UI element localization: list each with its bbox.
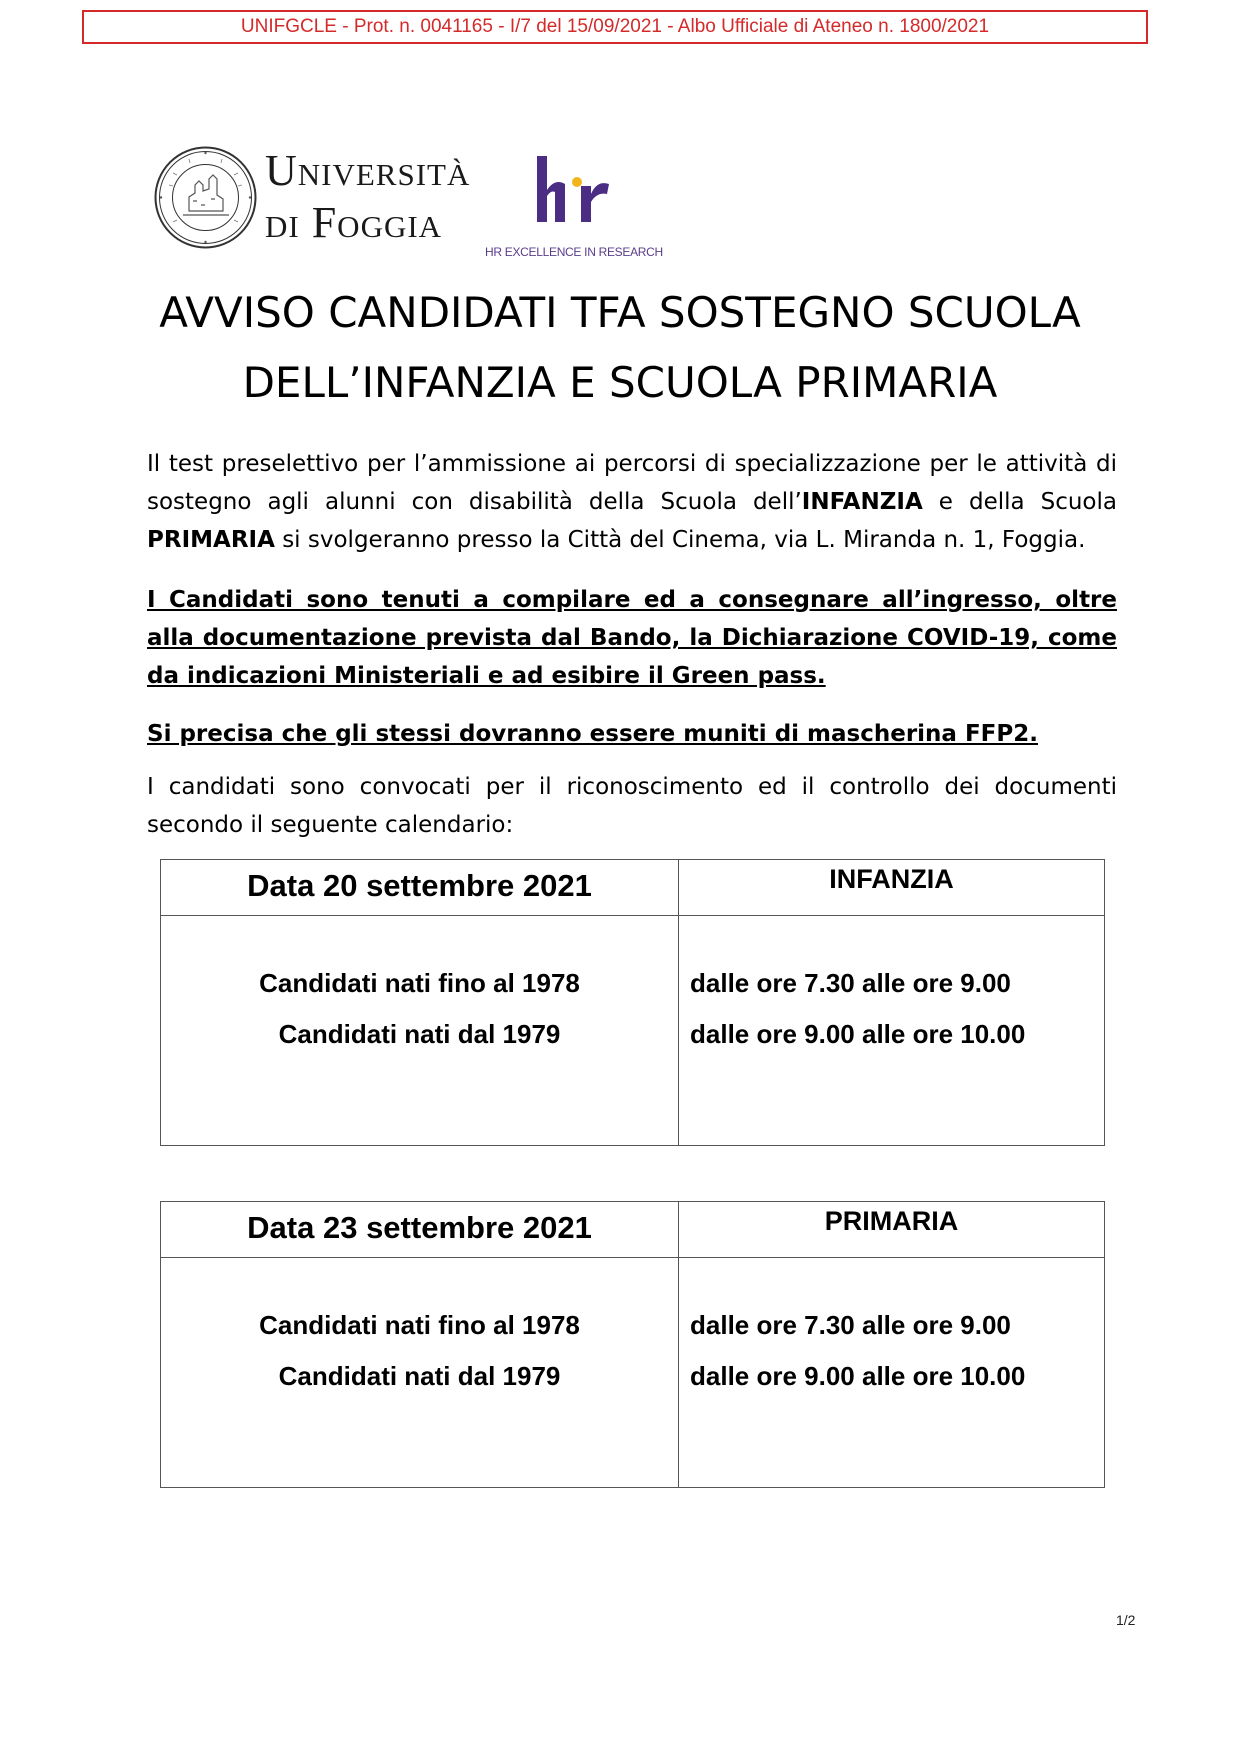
page-number: 1/2 [1116, 1612, 1136, 1628]
hr-excellence-logo [485, 150, 663, 260]
candidate-groups [161, 916, 679, 1146]
schedule-date: Data 23 settembre 2021 [161, 1202, 679, 1258]
title-line-1: AVVISO CANDIDATI TFA SOSTEGNO SCUOLA [159, 288, 1081, 337]
time-slot: dalle ore 9.00 alle ore 10.00 [690, 1019, 1026, 1049]
candidate-groups [161, 1258, 679, 1488]
table-row [161, 1258, 1105, 1488]
time-slot: dalle ore 9.00 alle ore 10.00 [690, 1361, 1026, 1391]
time-slot: dalle ore 7.30 alle ore 9.00 [690, 968, 1011, 998]
candidate-group: Candidati nati dal 1979 [278, 1361, 561, 1391]
calendar-intro: I candidati sono convocati per il riconoscimento ed il controllo dei documenti secondo il seguente calendario: [147, 774, 1117, 838]
intro-text-3: si svolgeranno presso la Città del Cinema, via L. Miranda n. 1, Foggia. [274, 527, 1086, 553]
table-row [161, 860, 1105, 916]
page-title [120, 278, 1120, 418]
intro-paragraph [147, 445, 1117, 559]
time-slot: dalle ore 7.30 alle ore 9.00 [690, 1310, 1011, 1340]
candidate-group: Candidati nati fino al 1978 [259, 1310, 580, 1340]
documents-notice: I Candidati sono tenuti a compilare ed a consegnare all’ingresso, oltre alla documentazione prevista dal Bando, la Dichiarazione COVID-19, come da indicazioni Ministeriali e ad esibire il Green pass. [147, 587, 1117, 689]
schedule-table-infanzia [160, 859, 1105, 1146]
mask-notice: Si precisa che gli stessi dovranno essere muniti di mascherina FFP2. [147, 721, 1038, 747]
schedule-date: Data 20 settembre 2021 [161, 860, 679, 916]
hr-caption: HR EXCELLENCE IN RESEARCH [485, 245, 663, 259]
intro-text-2: e della Scuola [922, 489, 1117, 515]
table-row [161, 1202, 1105, 1258]
university-name-line2: di Foggia [265, 198, 443, 247]
university-wordmark [265, 146, 471, 247]
hr-logo-icon [485, 150, 655, 242]
table-row [161, 916, 1105, 1146]
university-name-line1: Università [265, 146, 471, 195]
intro-primaria: PRIMARIA [147, 527, 275, 553]
time-slots [679, 1258, 1105, 1488]
title-line-2: DELL’INFANZIA E SCUOLA PRIMARIA [242, 358, 998, 407]
university-seal-icon [153, 145, 258, 250]
protocol-stamp: UNIFGCLE - Prot. n. 0041165 - I/7 del 15/09/2021 - Albo Ufficiale di Ateneo n. 1800/2021 [82, 10, 1148, 44]
schedule-grade: PRIMARIA [679, 1202, 1105, 1258]
intro-text-1: Il test preselettivo per l’ammissione ai percorsi di specializzazione per le attività di sostegno agli alunni con disabilità della Scuola dell’ [147, 451, 1117, 515]
intro-infanzia: INFANZIA [801, 489, 923, 515]
university-logo [153, 145, 483, 255]
candidate-group: Candidati nati dal 1979 [278, 1019, 561, 1049]
schedule-grade: INFANZIA [679, 860, 1105, 916]
time-slots [679, 916, 1105, 1146]
candidate-group: Candidati nati fino al 1978 [259, 968, 580, 998]
schedule-table-primaria [160, 1201, 1105, 1488]
